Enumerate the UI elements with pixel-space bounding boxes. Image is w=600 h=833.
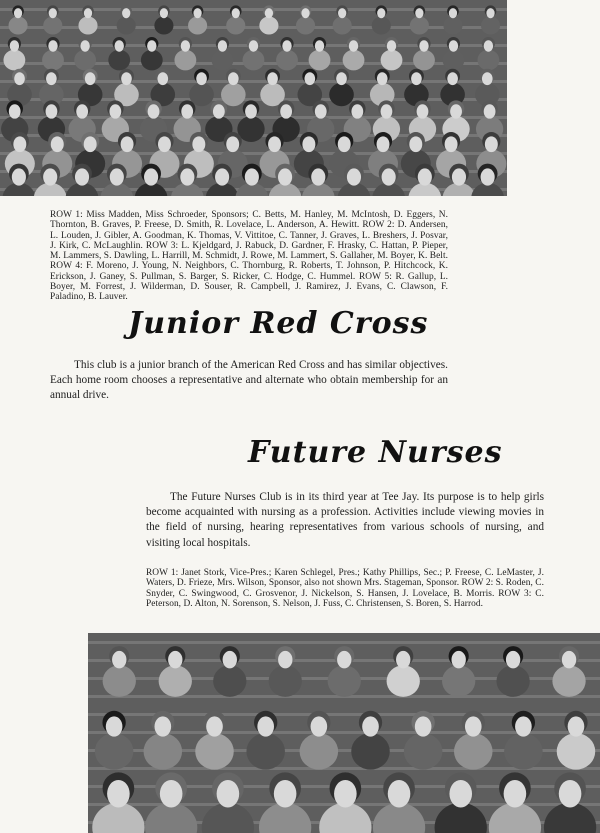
person-face — [301, 8, 309, 18]
person-face — [109, 104, 121, 118]
person-body — [221, 83, 246, 106]
person-body — [454, 733, 493, 769]
person-face — [257, 716, 274, 736]
person-face — [347, 168, 361, 185]
person-face — [415, 716, 432, 736]
person-face — [218, 40, 227, 51]
person-face — [46, 104, 58, 118]
person-body — [413, 50, 435, 71]
person-body — [443, 50, 465, 71]
person-body — [212, 50, 234, 71]
person-face — [486, 8, 494, 18]
person-face — [80, 40, 89, 51]
person-face — [245, 168, 259, 185]
person-face — [206, 716, 223, 736]
person-body — [141, 50, 163, 71]
person-face — [338, 8, 346, 18]
person-face — [452, 168, 466, 185]
person-body — [410, 16, 429, 34]
person-face — [311, 716, 328, 736]
caption-red-cross: ROW 1: Miss Madden, Miss Schroeder, Sponsors; C. Betts, M. Hanley, M. McIntosh, D. Eggers, N. Thornton, B. Graves, P. Freese, D. Smith, R. Lovelace, L. Anderson, A. Hewitt. ROW 2: D. Andersen, L. Louden, J. Gibler, A. Goodman, K. Thomas, V. Vittitoe, C. Tanner, J. Graves, L. Breshers, J. Posvar, J. Kirk, C. McLaughlin. ROW 3: L. Kjeldgard, J. Rabuck, D. Gardner, F. Hrasky, C. Hattan, P. Pieper, M. Lammers, S. Dawling, L. Harrill, M. Schmidt, J. Rowe, M. Lammert, S. Gallaher, M. Boyer, K. Belt. ROW 4: F. Moreno, J. Young, N. Neighbors, C. Thornburg, R. Roberts, T. Johnson, P. Hitchcock, K. Erickson, J. Ganey, S. Pullman, S. Barger, S. Ricker, C. Hodge, C. Hummel. ROW 5: R. Gallup, L. Boyer, M. Forrest, J. Wilderman, D. Souser, R. Campbell, J. Ramirez, J. Evans, C. Clawson, F. Paladino, B. Lauver. — [50, 210, 448, 303]
bleacher-stripe — [0, 26, 507, 29]
photo-svg — [0, 0, 507, 196]
person-face — [396, 651, 410, 669]
person-face — [315, 104, 327, 118]
person-face — [196, 72, 207, 85]
person-body — [296, 16, 315, 34]
person-face — [449, 40, 458, 51]
person-face — [485, 136, 498, 152]
person-face — [336, 72, 347, 85]
person-face — [409, 136, 422, 152]
person-face — [419, 40, 428, 51]
person-face — [213, 104, 225, 118]
person-face — [302, 136, 315, 152]
person-face — [506, 651, 520, 669]
person-body — [213, 665, 246, 697]
person-body — [144, 733, 183, 769]
person-face — [338, 136, 351, 152]
person-body — [74, 50, 96, 71]
person-body — [443, 16, 462, 34]
person-face — [46, 72, 57, 85]
person-face — [377, 72, 388, 85]
person-face — [168, 651, 182, 669]
person-face — [85, 72, 96, 85]
person-face — [415, 8, 423, 18]
person-face — [388, 780, 411, 808]
person-body — [108, 50, 130, 71]
person-face — [245, 104, 257, 118]
person-face — [232, 8, 240, 18]
person-body — [95, 733, 134, 769]
person-face — [449, 8, 457, 18]
person-face — [147, 40, 156, 51]
person-face — [268, 136, 281, 152]
person-face — [121, 136, 134, 152]
person-face — [418, 168, 432, 185]
person-body — [351, 733, 390, 769]
person-face — [267, 72, 278, 85]
person-body — [43, 16, 62, 34]
person-face — [49, 8, 57, 18]
person-face — [12, 168, 26, 185]
person-body — [328, 665, 361, 697]
person-face — [115, 40, 124, 51]
person-body — [442, 665, 475, 697]
person-face — [75, 168, 89, 185]
person-face — [481, 168, 495, 185]
person-face — [43, 168, 57, 185]
person-face — [155, 716, 172, 736]
person-body — [504, 733, 543, 769]
person-face — [274, 780, 297, 808]
person-face — [84, 8, 92, 18]
person-body — [154, 16, 173, 34]
bleacher-stripe — [0, 98, 507, 101]
person-face — [51, 136, 64, 152]
person-face — [223, 651, 237, 669]
person-body — [496, 665, 529, 697]
person-face — [417, 104, 429, 118]
person-face — [559, 780, 582, 808]
person-face — [382, 168, 396, 185]
person-face — [278, 168, 292, 185]
person-face — [144, 168, 158, 185]
person-face — [192, 136, 205, 152]
person-face — [158, 136, 171, 152]
person-face — [568, 716, 585, 736]
person-body — [42, 50, 64, 71]
person-face — [193, 8, 201, 18]
person-face — [334, 780, 357, 808]
person-face — [447, 72, 458, 85]
title-future-nurses: Future Nurses — [248, 435, 503, 470]
person-face — [110, 168, 124, 185]
person-face — [387, 40, 396, 51]
person-face — [228, 72, 239, 85]
person-face — [515, 716, 532, 736]
group-photo-red-cross — [0, 0, 507, 196]
person-body — [195, 733, 234, 769]
person-body — [343, 50, 365, 71]
person-face — [180, 168, 194, 185]
person-body — [237, 116, 264, 142]
person-face — [377, 136, 390, 152]
person-face — [249, 40, 258, 51]
person-face — [181, 40, 190, 51]
person-face — [76, 104, 88, 118]
person-body — [3, 50, 25, 71]
person-face — [305, 72, 316, 85]
person-face — [482, 72, 493, 85]
person-body — [269, 665, 302, 697]
person-face — [13, 136, 26, 152]
person-body — [226, 16, 245, 34]
description-future-nurses: The Future Nurses Club is in its third year at Tee Jay. Its purpose is to help girls become acquainted with nursing as a profession. Activities include viewing movies in the field of nursing, hearing representatives from various schools of nursing, and visiting local hospitals. — [146, 491, 544, 549]
person-face — [351, 104, 363, 118]
person-face — [311, 168, 325, 185]
person-face — [381, 104, 393, 118]
person-face — [112, 651, 126, 669]
group-photo-future-nurses — [88, 633, 600, 833]
person-face — [160, 8, 168, 18]
person-face — [48, 40, 57, 51]
person-body — [557, 733, 596, 769]
person-face — [122, 8, 130, 18]
person-body — [552, 665, 585, 697]
person-face — [215, 168, 229, 185]
person-face — [14, 8, 22, 18]
person-face — [10, 40, 19, 51]
person-face — [465, 716, 482, 736]
person-face — [157, 72, 168, 85]
person-face — [337, 651, 351, 669]
person-body — [481, 16, 500, 34]
person-face — [315, 40, 324, 51]
person-body — [103, 665, 136, 697]
person-body — [259, 16, 278, 34]
person-face — [181, 104, 193, 118]
bleacher-stripe — [0, 80, 507, 83]
person-face — [562, 651, 576, 669]
photo-svg — [88, 633, 600, 833]
person-face — [121, 72, 132, 85]
person-body — [174, 50, 196, 71]
person-body — [159, 665, 192, 697]
person-body — [404, 733, 443, 769]
person-face — [362, 716, 379, 736]
person-body — [372, 16, 391, 34]
bleacher-stripe — [0, 8, 507, 11]
person-body — [188, 16, 207, 34]
person-face — [450, 104, 462, 118]
person-body — [381, 50, 403, 71]
title-red-cross: Junior Red Cross — [128, 306, 429, 341]
person-face — [349, 40, 358, 51]
description-red-cross: This club is a junior branch of the American Red Cross and has similar objectives. Each home room chooses a representative and alternate who obtain membership for an annual drive. — [50, 359, 448, 402]
person-face — [504, 780, 527, 808]
person-face — [484, 40, 493, 51]
person-face — [160, 780, 183, 808]
bleacher-stripe — [0, 152, 507, 155]
person-face — [449, 780, 472, 808]
person-face — [107, 780, 130, 808]
person-face — [280, 104, 292, 118]
person-body — [300, 733, 339, 769]
person-body — [78, 16, 97, 34]
person-body — [333, 16, 352, 34]
person-body — [246, 733, 285, 769]
person-body — [276, 50, 298, 71]
person-face — [411, 72, 422, 85]
person-body — [477, 50, 499, 71]
person-face — [451, 651, 465, 669]
person-body — [117, 16, 136, 34]
person-body — [387, 665, 420, 697]
bleacher-stripe — [88, 641, 600, 644]
person-face — [484, 104, 496, 118]
person-face — [106, 716, 123, 736]
person-face — [377, 8, 385, 18]
person-body — [329, 83, 354, 106]
person-face — [148, 104, 160, 118]
person-face — [9, 104, 21, 118]
person-body — [8, 16, 27, 34]
person-face — [282, 40, 291, 51]
person-face — [14, 72, 25, 85]
person-face — [217, 780, 240, 808]
person-face — [278, 651, 292, 669]
person-face — [265, 8, 273, 18]
person-face — [445, 136, 458, 152]
person-face — [84, 136, 97, 152]
caption-future-nurses: ROW 1: Janet Stork, Vice-Pres.; Karen Schlegel, Pres.; Kathy Phillips, Sec.; P. Freese, C. LeMaster, J. Waters, D. Frieze, Mrs. Wilson, Sponsor, also not shown Mrs. Stageman, Sponsor. ROW 2: S. Roden, C. Snyder, C. Swingwood, C. Grosvenor, J. Nickelson, S. Hansen, J. Lovelace, B. Morris. ROW 3: C. Peterson, D. Alton, N. Sorenson, S. Nelson, J. Fuss, C. Christensen, S. Boren, S. Harrod. — [146, 568, 544, 609]
person-face — [226, 136, 239, 152]
person-body — [243, 50, 265, 71]
person-body — [309, 50, 331, 71]
